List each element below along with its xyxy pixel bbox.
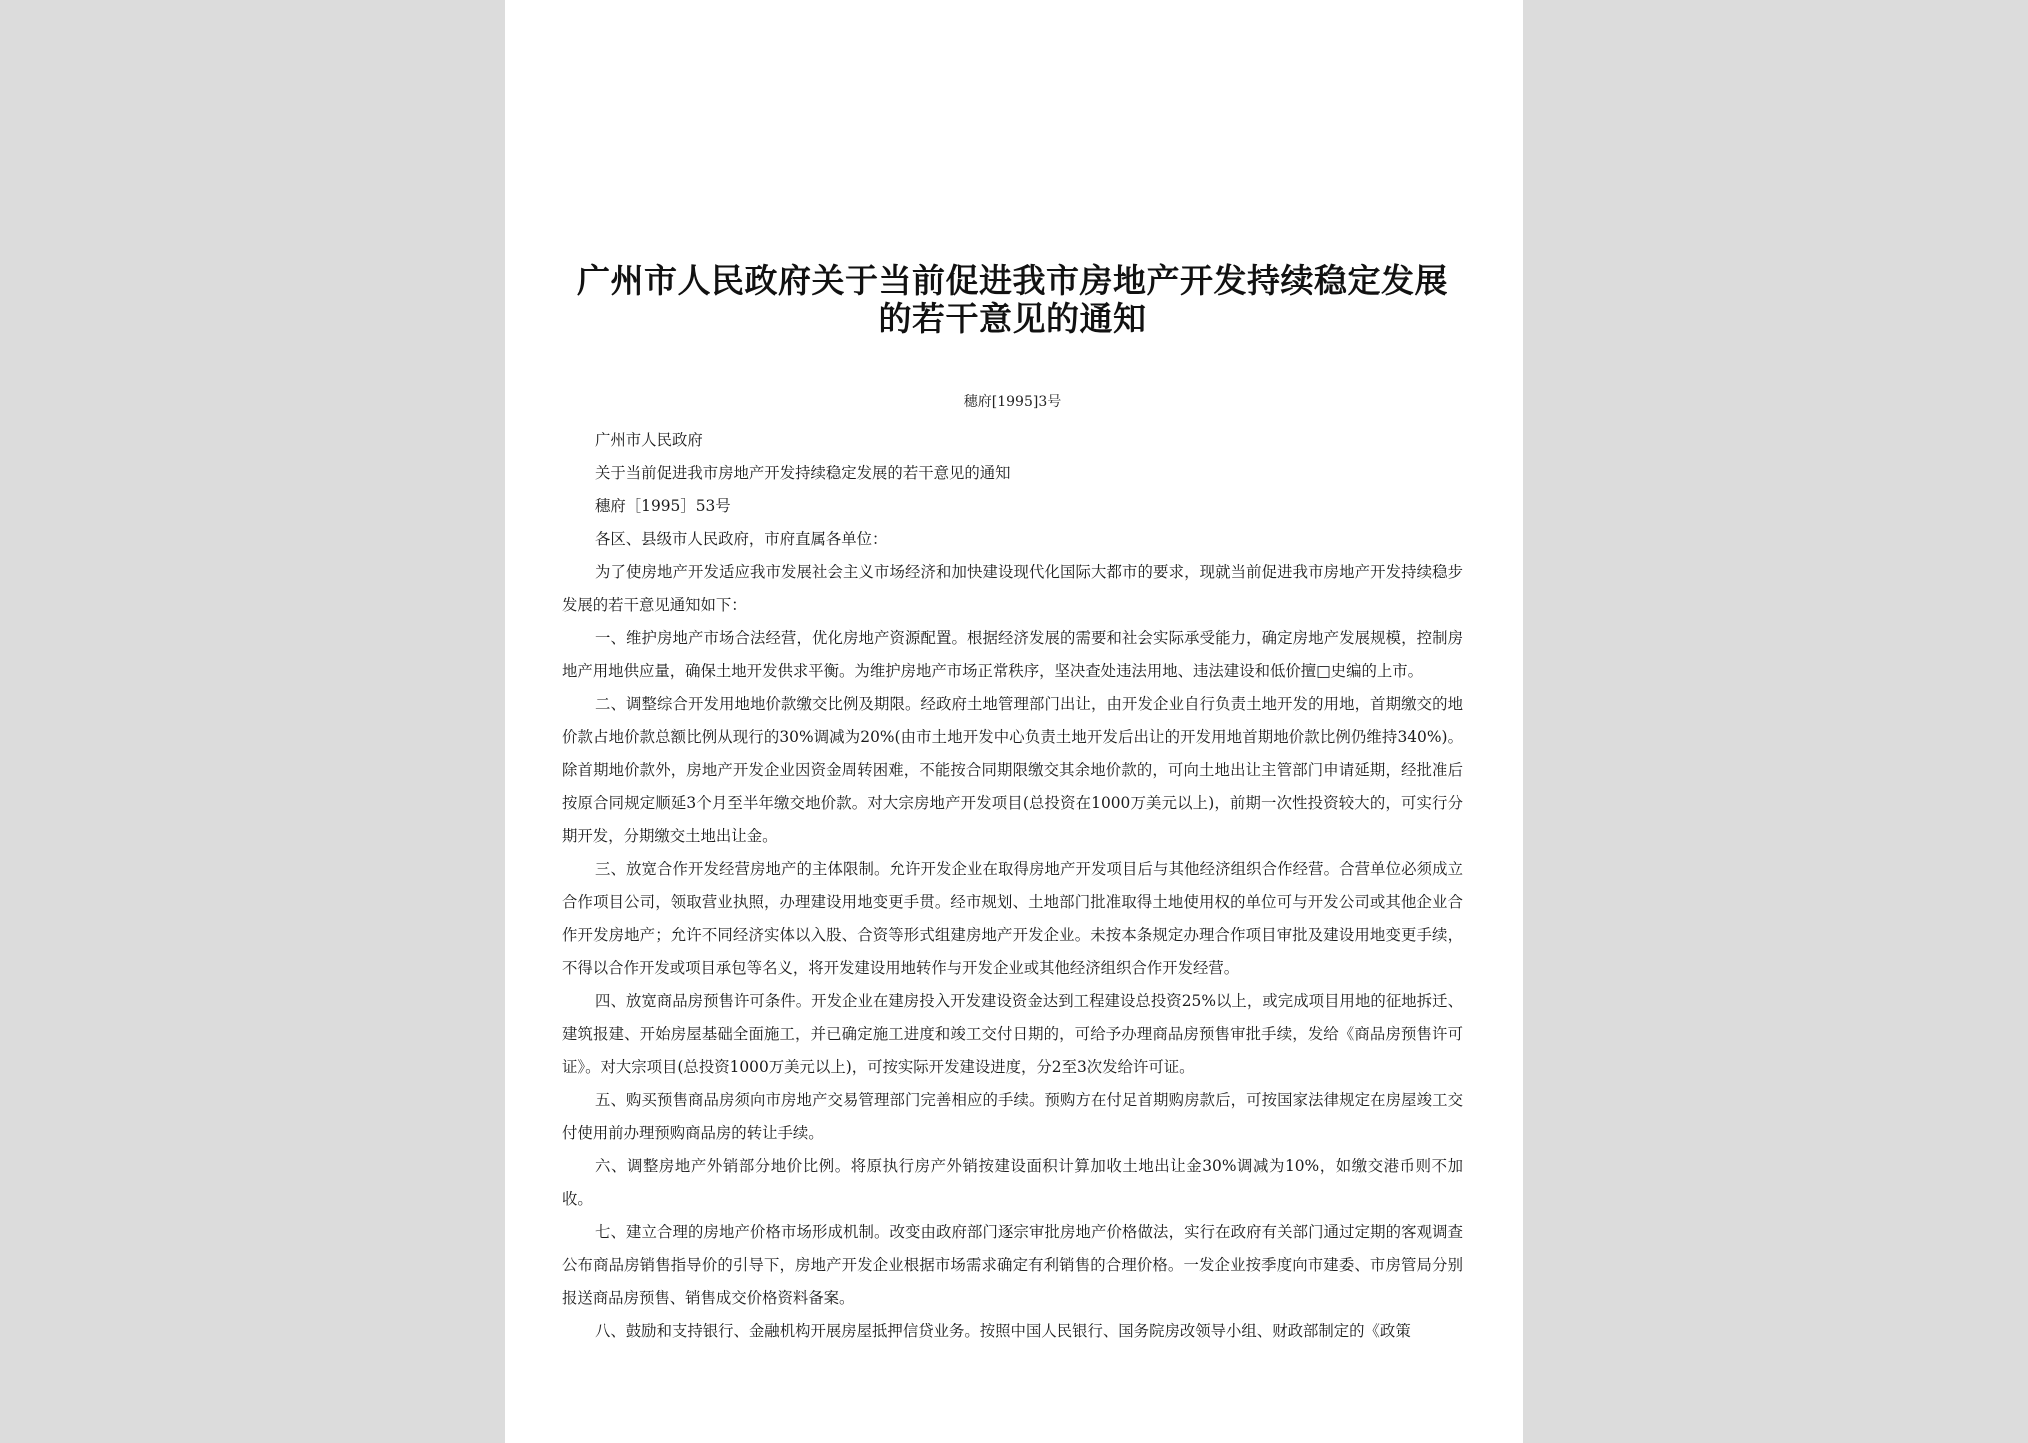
paragraph-item: 一、维护房地产市场合法经营，优化房地产资源配置。根据经济发展的需要和社会实际承受能力，确定房地产发展规模，控制房地产用地供应量，确保土地开发供求平衡。为维护房地产市场正常秩序，坚决查处违法用地、违法建设和低价擅□史编的上市。	[562, 629, 1463, 680]
paragraph-intro: 为了使房地产开发适应我市发展社会主义市场经济和加快建设现代化国际大都市的要求，现就当前促进我市房地产开发持续稳步发展的若干意见通知如下：	[562, 563, 1463, 614]
document-body	[562, 424, 1463, 1348]
addressees-line: 各区、县级市人民政府，市府直属各单位：	[595, 530, 888, 548]
file-number-line: 穗府［1995］53号	[595, 497, 731, 515]
paragraph-item: 六、调整房地产外销部分地价比例。将原执行房产外销按建设面积计算加收土地出让金30%调减为10%，如缴交港币则不加收。	[562, 1157, 1463, 1208]
paragraph-item: 八、鼓励和支持银行、金融机构开展房屋抵押信贷业务。按照中国人民银行、国务院房改领导小组、财政部制定的《政策	[595, 1322, 1411, 1340]
paragraph-item: 七、建立合理的房地产价格市场形成机制。改变由政府部门逐宗审批房地产价格做法，实行在政府有关部门通过定期的客观调查公布商品房销售指导价的引导下，房地产开发企业根据市场需求确定有利销售的合理价格。一发企业按季度向市建委、市房管局分别报送商品房预售、销售成交价格资料备案。	[562, 1223, 1463, 1307]
paragraph-item: 四、放宽商品房预售许可条件。开发企业在建房投入开发建设资金达到工程建设总投资25%以上，或完成项目用地的征地拆迁、建筑报建、开始房屋基础全面施工，并已确定施工进度和竣工交付日期的，可给予办理商品房预售审批手续，发给《商品房预售许可证》。对大宗项目(总投资1000万美元以上)，可按实际开发建设进度，分2至3次发给许可证。	[562, 992, 1463, 1076]
paragraph-item: 二、调整综合开发用地地价款缴交比例及期限。经政府土地管理部门出让，由开发企业自行负责土地开发的用地，首期缴交的地价款占地价款总额比例从现行的30%调减为20%(由市土地开发中心负责土地开发后出让的开发用地首期地价款比例仍维持340%)。除首期地价款外，房地产开发企业因资金周转困难，不能按合同期限缴交其余地价款的，可向土地出让主管部门申请延期，经批准后按原合同规定顺延3个月至半年缴交地价款。对大宗房地产开发项目(总投资在1000万美元以上)，前期一次性投资较大的，可实行分期开发，分期缴交土地出让金。	[562, 695, 1463, 845]
paragraph-item: 三、放宽合作开发经营房地产的主体限制。允许开发企业在取得房地产开发项目后与其他经济组织合作经营。合营单位必须成立合作项目公司，领取营业执照，办理建设用地变更手贯。经市规划、土地部门批准取得土地使用权的单位可与开发公司或其他企业合作开发房地产；允许不同经济实体以入股、合资等形式组建房地产开发企业。未按本条规定办理合作项目审批及建设用地变更手续，不得以合作开发或项目承包等名义，将开发建设用地转作与开发企业或其他经济组织合作开发经营。	[562, 860, 1463, 977]
issuer-line: 广州市人民政府	[595, 431, 703, 449]
subtitle-line: 关于当前促进我市房地产开发持续稳定发展的若干意见的通知	[595, 464, 1011, 482]
paragraph-item: 五、购买预售商品房须向市房地产交易管理部门完善相应的手续。预购方在付足首期购房款后，可按国家法律规定在房屋竣工交付使用前办理预购商品房的转让手续。	[562, 1091, 1463, 1142]
document-title: 广州市人民政府关于当前促进我市房地产开发持续稳定发展的若干意见的通知	[577, 261, 1448, 338]
document-page	[505, 0, 1523, 1443]
document-number: 穗府[1995]3号	[963, 394, 1062, 410]
